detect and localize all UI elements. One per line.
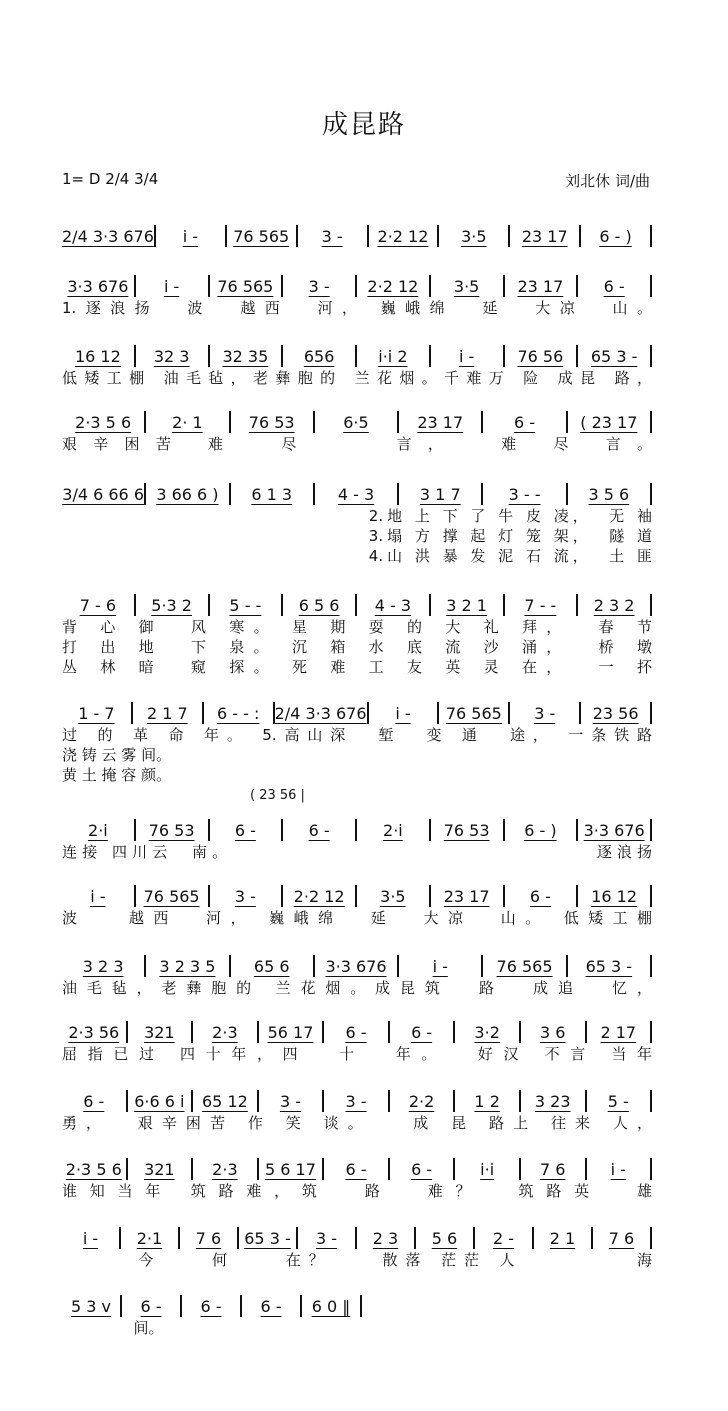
measure: 23 56 [592,703,639,723]
measure: 3 - [315,1228,338,1248]
bar-line [360,1295,362,1317]
notation-line [62,1226,652,1250]
measure: 7 - - [524,595,557,615]
music-system [62,1226,652,1270]
measure: 6 - [234,820,256,840]
lyric-line: 勇， 艰辛困苦 作 笑 谈。 成 昆 路上 往来 人， [62,1114,652,1132]
measure: 321 [144,1022,175,1042]
measure: 3·3 676 [583,820,645,840]
measure: 6 - - : [217,703,260,723]
measure: 2·2 12 [367,276,419,296]
measure: 2/4 3·3 676 [62,226,154,246]
music-system [62,701,652,785]
measure: 3 - [308,276,330,296]
measure: 6 - [308,820,330,840]
measure: 2 3 2 [593,595,635,615]
measure: 2· 1 [172,412,203,432]
measure: 6 - [603,276,625,296]
measure: 76 53 [443,820,490,840]
music-system [62,1294,362,1338]
measure: 2·2 [408,1091,435,1111]
music-system [62,224,652,248]
measure: 2·i [383,820,403,840]
music-system [62,818,652,862]
measure: 3/4 6 66 6 [62,484,144,504]
measure: 76 53 [148,820,195,840]
measure: 2 1 [549,1228,576,1248]
bar-line [650,1090,652,1112]
measure: 7 6 [539,1159,566,1179]
measure: 76 565 [445,703,502,723]
music-system [62,344,652,388]
lyric-line: 连接 四川云 南。 逐浪扬 [62,843,652,861]
measure: 3 - [234,886,256,906]
measure: 6 - [529,886,551,906]
lyric-line: 丛 林 暗 窥 探。 死 难 工 友 英 灵 在， 一 抔 [62,658,652,676]
bar-line [650,819,652,841]
measure: 3 - [279,1091,301,1111]
notation-line [62,410,652,434]
measure: 3 - [345,1091,367,1111]
measure: 6 - [200,1296,222,1316]
measure: i - [163,276,180,296]
measure: 3 2 3 [82,956,124,976]
measure: 3 23 [534,1091,571,1111]
measure: 23 17 [521,226,568,246]
measure: 6·5 [343,412,369,432]
measure: 65 3 - [244,1228,291,1248]
measure: 3 1 7 [419,484,461,504]
measure: 1 2 [474,1091,500,1111]
measure: i - [432,956,448,976]
lyric-line: 今 何 在？ 散落 茫茫 人 海 [62,1251,652,1269]
notation-line [62,274,652,298]
measure: 7 6 [195,1228,222,1248]
measure: 6 - [345,1022,367,1042]
measure: ( 23 17 [580,412,638,432]
measure: 2·2 12 [377,226,429,246]
measure: 3 6 [539,1022,566,1042]
measure: 4 - 3 [337,484,375,504]
measure: 6 - [411,1022,433,1042]
measure: 65 3 - [590,346,638,366]
measure: 2·2 12 [293,886,345,906]
bar-line [650,1227,652,1249]
lyric-line: 谁知当年 筑路难，筑 路 难？ 筑路英 雄 [62,1182,652,1200]
measure: 2 17 [600,1022,637,1042]
measure: 65 3 - [585,956,633,976]
bar-line [650,1158,652,1180]
measure: 76 56 [517,346,564,366]
notation-line [62,1089,652,1113]
measure: 3 5 6 [588,484,630,504]
notation-line [62,701,652,725]
lyric-line: 浇 铸 云 雾 间。 [62,746,172,764]
measure: 23 17 [517,276,564,296]
small-note: ( 23 56 | [250,788,305,803]
notation-line [62,954,652,978]
measure: 2·1 [136,1228,163,1248]
measure: 4 - 3 [374,595,412,615]
lyric-line: 屈指已过 四十年，四 十 年。 好汉 不言 当年 [62,1045,652,1063]
music-system [62,1020,652,1064]
measure: 5·3 2 [151,595,192,615]
song-title: 成昆路 [321,110,406,140]
measure: 32 35 [222,346,269,366]
measure: 6 - ) [524,820,557,840]
measure: 76 53 [248,412,295,432]
measure: 3 - [534,703,556,723]
measure: 7 - 6 [79,595,117,615]
notation-line [62,818,652,842]
measure: i - [610,1159,626,1179]
measure: 3 66 6 ) [156,484,219,504]
measure: 6 - [260,1296,282,1316]
measure: 23 17 [443,886,490,906]
lyric-line: 过 的 革 命 年。 5.高山深 堑 变 通 途， 一条铁路 [62,726,652,744]
lyric-line: 1.逐浪扬 波 越西 河， 巍峨绵 延 大凉 山。 [62,299,652,317]
bar-line [650,702,652,724]
measure: i - [82,1228,99,1248]
bar-line [650,885,652,907]
lyric-line: 2.地 上 下 了 牛 皮 凌， 无 袖 [62,507,652,525]
music-system [62,482,652,566]
music-system [62,1089,652,1133]
measure: 6 - [140,1296,162,1316]
bar-line [650,483,652,505]
lyric-line: 黄 土 掩 容 颜。 [62,766,172,784]
bar-line [650,1021,652,1043]
measure: 65 6 [253,956,290,976]
bar-line [650,411,652,433]
measure: 5 - [607,1091,629,1111]
measure: i - [458,346,475,366]
measure: 5 - - [229,595,262,615]
lyric-line: 间。 [62,1319,164,1337]
measure: 656 [303,346,335,366]
measure: i·i 2 [378,346,408,366]
measure: 3·5 [380,886,406,906]
measure: 23 17 [417,412,464,432]
measure: 2·3 5 6 [75,412,132,432]
measure: 3·3 676 [325,956,387,976]
music-system [62,410,652,454]
measure: 5 3 v [71,1296,111,1316]
measure: 6 - [514,412,536,432]
measure: 5 6 17 [265,1159,316,1179]
music-system [62,1157,652,1201]
notation-line [62,344,652,368]
measure: 2·3 [212,1022,238,1042]
bar-line [650,275,652,297]
lyric-line: 波 越西 河， 巍峨绵 延 大凉 山。 低矮工棚 [62,909,652,927]
bar-line [650,955,652,977]
lyric-line: 背 心 御 风 寒。 星 期 耍 的 大 礼 拜， 春 节 [62,618,652,636]
notation-line [62,1294,362,1318]
measure: 3·5 [453,276,480,296]
measure: 1 - 7 [78,703,115,723]
measure: 7 6 [608,1228,635,1248]
measure: 76 565 [496,956,553,976]
key-signature: 1= D 2/4 3/4 [62,170,159,188]
lyric-line: 油毛毡，老彝胞的 兰花烟。成昆筑 路 成追 忆， [62,979,652,997]
lyric-line: 4.山 洪 暴 发 泥 石 流， 土 匪 [62,547,652,565]
bar-line [650,225,652,247]
measure: 5 6 [431,1228,458,1248]
measure: 2·3 5 6 [65,1159,122,1179]
measure: 76 565 [233,226,290,246]
measure: 16 12 [74,346,121,366]
measure: 6 - [345,1159,367,1179]
measure: 2·i [88,820,108,840]
measure: 6 5 6 [298,595,340,615]
measure: i - [395,703,411,723]
bar-line [650,594,652,616]
measure: 16 12 [591,886,638,906]
measure: 6 0 ‖ [311,1296,351,1316]
lyric-line: 打 出 地 下 泉。 沉 箱 水 底 流 沙 涌， 桥 墩 [62,638,652,656]
measure: i - [182,226,198,246]
measure: 76 565 [143,886,200,906]
measure: 32 3 [153,346,190,366]
measure: 321 [144,1159,175,1179]
author-credit: 刘北休 词/曲 [565,172,650,190]
lyric-line: 艰辛困苦 难 尽 言， 难 尽 言。 [62,435,652,453]
measure: 6 - [83,1091,105,1111]
music-system [62,954,652,998]
measure: i·i [480,1159,495,1179]
music-system [62,274,652,318]
music-system [62,884,652,928]
measure: 3 - [321,226,343,246]
notation-line [62,224,652,248]
measure: 3·3 676 [67,276,129,296]
measure: 6 1 3 [251,484,293,504]
measure: 3 2 1 [446,595,487,615]
notation-line [62,1157,652,1181]
measure: 2 3 [372,1228,399,1248]
measure: 3·5 [461,226,487,246]
measure: 65 12 [202,1091,248,1111]
measure: 6·6 6 i [134,1091,185,1111]
measure: i - [90,886,106,906]
measure: 6 - ) [599,226,632,246]
music-system [62,593,652,677]
lyric-line: 低矮工棚 油毛毡，老彝胞的 兰花烟。千难万 险 成昆 路， [62,369,652,387]
notation-line [62,482,652,506]
measure: 56 17 [267,1022,314,1042]
bar-line [650,345,652,367]
measure: 6 - [411,1159,433,1179]
measure: 2/4 3·3 676 [274,703,367,723]
notation-line [62,593,652,617]
lyric-line: 3.塌 方 撑 起 灯 笼 架， 隧 道 [62,527,652,545]
measure: 2 - [492,1228,515,1248]
measure: 2·3 [212,1159,238,1179]
notation-line [62,1020,652,1044]
measure: 3 2 3 5 [159,956,216,976]
notation-line [62,884,652,908]
measure: 76 565 [217,276,274,296]
measure: 3 - - [508,484,541,504]
measure: 2 1 7 [146,703,188,723]
measure: 3·2 [474,1022,500,1042]
measure: 2·3 56 [68,1022,120,1042]
